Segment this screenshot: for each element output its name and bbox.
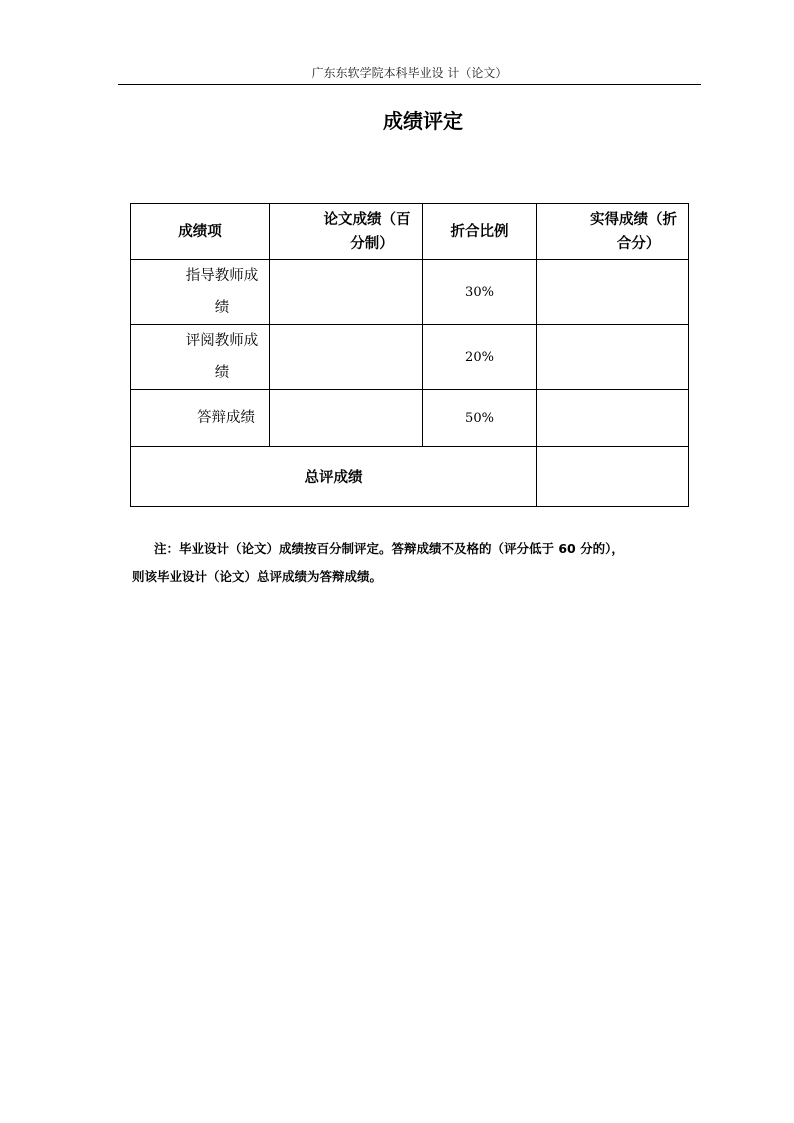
page-title: 成绩评定: [383, 109, 463, 133]
table-header-row: [131, 204, 689, 260]
table-row: [131, 325, 689, 390]
row-label-advisor: [131, 260, 270, 325]
score-cell-advisor[interactable]: [270, 260, 423, 325]
score-cell-reviewer[interactable]: [270, 325, 423, 390]
row-label-line2: 绩: [214, 300, 230, 316]
total-value-cell[interactable]: [537, 447, 689, 507]
row-label-defense: [131, 390, 270, 447]
column-header-actual-line1: 实得成绩（折: [590, 211, 677, 228]
row-label-line1: 答辩成绩: [197, 410, 255, 426]
row-label-line2: 绩: [214, 365, 230, 381]
column-header-score-line1: 论文成绩（百: [323, 211, 411, 228]
table-row: [131, 260, 689, 325]
table-row: [131, 390, 689, 447]
column-header-ratio: [423, 204, 537, 260]
column-header-score: [270, 204, 423, 260]
column-header-actual: [537, 204, 689, 260]
footnote: [132, 535, 692, 591]
footnote-line2: 则该毕业设计（论文）总评成绩为答辩成绩。: [132, 569, 383, 584]
total-label: 总评成绩: [131, 447, 537, 507]
score-cell-defense[interactable]: [270, 390, 423, 447]
actual-cell-defense[interactable]: [537, 390, 689, 447]
footnote-line1: 注：毕业设计（论文）成绩按百分制评定。答辩成绩不及格的（评分低于 60 分的），: [154, 541, 624, 556]
column-header-item-label: 成绩项: [178, 223, 222, 240]
column-header-score-line2: 分制）: [350, 235, 394, 252]
column-header-ratio-label: 折合比例: [450, 223, 509, 240]
actual-cell-reviewer[interactable]: [537, 325, 689, 390]
table-total-row: [131, 447, 689, 507]
grade-table: [130, 203, 689, 507]
ratio-cell-reviewer: 20%: [423, 325, 537, 390]
column-header-item: [131, 204, 270, 260]
actual-cell-advisor[interactable]: [537, 260, 689, 325]
column-header-actual-line2: 合分）: [616, 235, 661, 252]
ratio-cell-defense: 50%: [423, 390, 537, 447]
ratio-cell-advisor: 30%: [423, 260, 537, 325]
row-label-reviewer: [131, 325, 270, 390]
row-label-line1: 指导教师成: [185, 268, 259, 284]
row-label-line1: 评阅教师成: [185, 333, 259, 349]
header-divider: [118, 84, 701, 85]
page-header: 广东东软学院本科毕业设 计（论文）: [311, 66, 508, 80]
